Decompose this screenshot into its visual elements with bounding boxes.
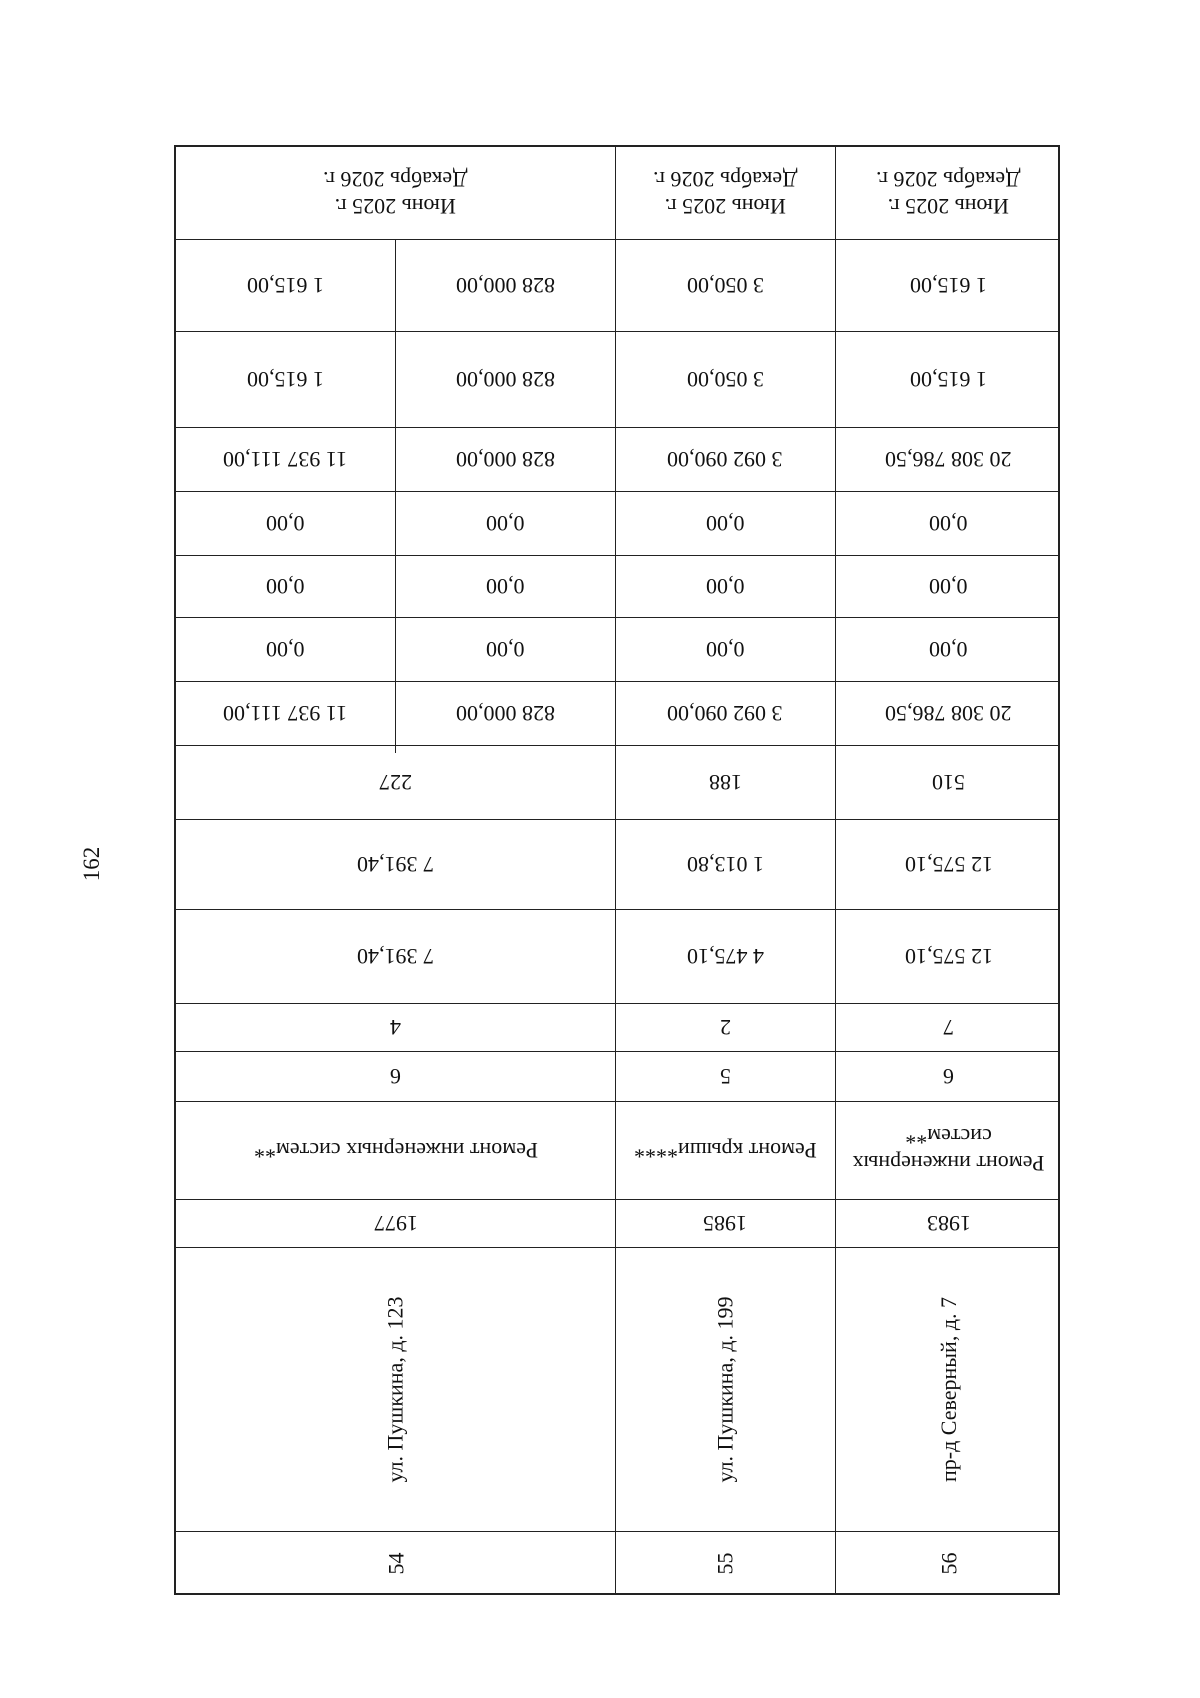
table-cell: 1 013,80 bbox=[686, 851, 764, 877]
row-number-cell: 55 bbox=[712, 1552, 738, 1574]
table-cell: 0,00 bbox=[705, 510, 745, 536]
table-cell: 188 bbox=[708, 769, 742, 795]
work-type-cell: Ремонт инженерных систем** bbox=[253, 1137, 538, 1163]
table-cell: 510 bbox=[932, 769, 965, 795]
table-cell: 0,00 bbox=[705, 573, 745, 599]
period-header: Июнь 2025 г. Декабрь 2026 г. bbox=[652, 167, 798, 219]
address-cell: ул. Пушкина, д. 199 bbox=[712, 1295, 738, 1483]
table-cell: 5 bbox=[719, 1063, 731, 1089]
address-cell: ул. Пушкина, д. 123 bbox=[382, 1295, 408, 1483]
table-cell: 4 bbox=[390, 1014, 401, 1040]
table-cell: 1 615,00 bbox=[910, 272, 987, 298]
page-number: 162 bbox=[79, 846, 104, 882]
table-cell: 7 bbox=[943, 1014, 954, 1040]
work-type-cell: Ремонт инженерных систем** bbox=[852, 1124, 1045, 1176]
row-number-cell: 56 bbox=[936, 1552, 961, 1574]
table-cell: 11 937 111,00 bbox=[223, 700, 348, 726]
table-cell: 20 308 786,50 bbox=[885, 700, 1012, 726]
year-cell: 1983 bbox=[926, 1210, 971, 1236]
table-cell: 828 000,00 bbox=[455, 366, 555, 392]
table-cell: 7 391,40 bbox=[357, 851, 434, 877]
table-cell: 0,00 bbox=[705, 636, 745, 662]
period-header: Июнь 2025 г. Декабрь 2026 г. bbox=[323, 167, 468, 219]
table-cell: 227 bbox=[379, 769, 412, 795]
address-cell: пр-д Северный, д. 7 bbox=[935, 1296, 961, 1482]
table-cell: 7 391,40 bbox=[357, 943, 434, 969]
table-cell: 828 000,00 bbox=[455, 700, 555, 726]
table-cell: 0,00 bbox=[485, 636, 525, 662]
table-cell: 20 308 786,50 bbox=[885, 446, 1012, 472]
period-header: Июнь 2025 г. Декабрь 2026 г. bbox=[876, 167, 1021, 219]
table-cell: 1 615,00 bbox=[247, 366, 324, 392]
year-cell: 1977 bbox=[373, 1210, 418, 1236]
table-cell: 3 050,00 bbox=[686, 366, 764, 392]
table-cell: 4 475,10 bbox=[686, 943, 764, 969]
table-cell: 12 575,10 bbox=[904, 851, 993, 877]
table-cell: 3 092 090,00 bbox=[667, 446, 783, 472]
row-number-cell: 54 bbox=[383, 1552, 408, 1574]
table-cell: 0,00 bbox=[266, 510, 305, 536]
table-cell: 0,00 bbox=[266, 573, 305, 599]
table-cell: 3 050,00 bbox=[686, 272, 764, 298]
table-cell: 1 615,00 bbox=[247, 272, 324, 298]
table-cell: 0,00 bbox=[929, 510, 968, 536]
table-cell: 12 575,10 bbox=[904, 943, 993, 969]
table-cell: 0,00 bbox=[485, 573, 525, 599]
table-cell: 0,00 bbox=[266, 636, 305, 662]
table-cell: 0,00 bbox=[485, 510, 525, 536]
data-table bbox=[174, 145, 1060, 1595]
table-cell: 828 000,00 bbox=[455, 272, 555, 298]
year-cell: 1985 bbox=[703, 1210, 747, 1236]
table-cell: 6 bbox=[390, 1063, 401, 1089]
table-cell: 6 bbox=[943, 1063, 954, 1089]
table-cell: 11 937 111,00 bbox=[223, 446, 348, 472]
table-cell: 828 000,00 bbox=[455, 446, 555, 472]
table-cell: 0,00 bbox=[929, 636, 968, 662]
table-cell: 3 092 090,00 bbox=[667, 700, 783, 726]
table-cell: 1 615,00 bbox=[910, 366, 987, 392]
work-type-cell: Ремонт крыши**** bbox=[633, 1137, 817, 1163]
table-cell: 2 bbox=[719, 1014, 731, 1040]
table-cell: 0,00 bbox=[929, 573, 968, 599]
